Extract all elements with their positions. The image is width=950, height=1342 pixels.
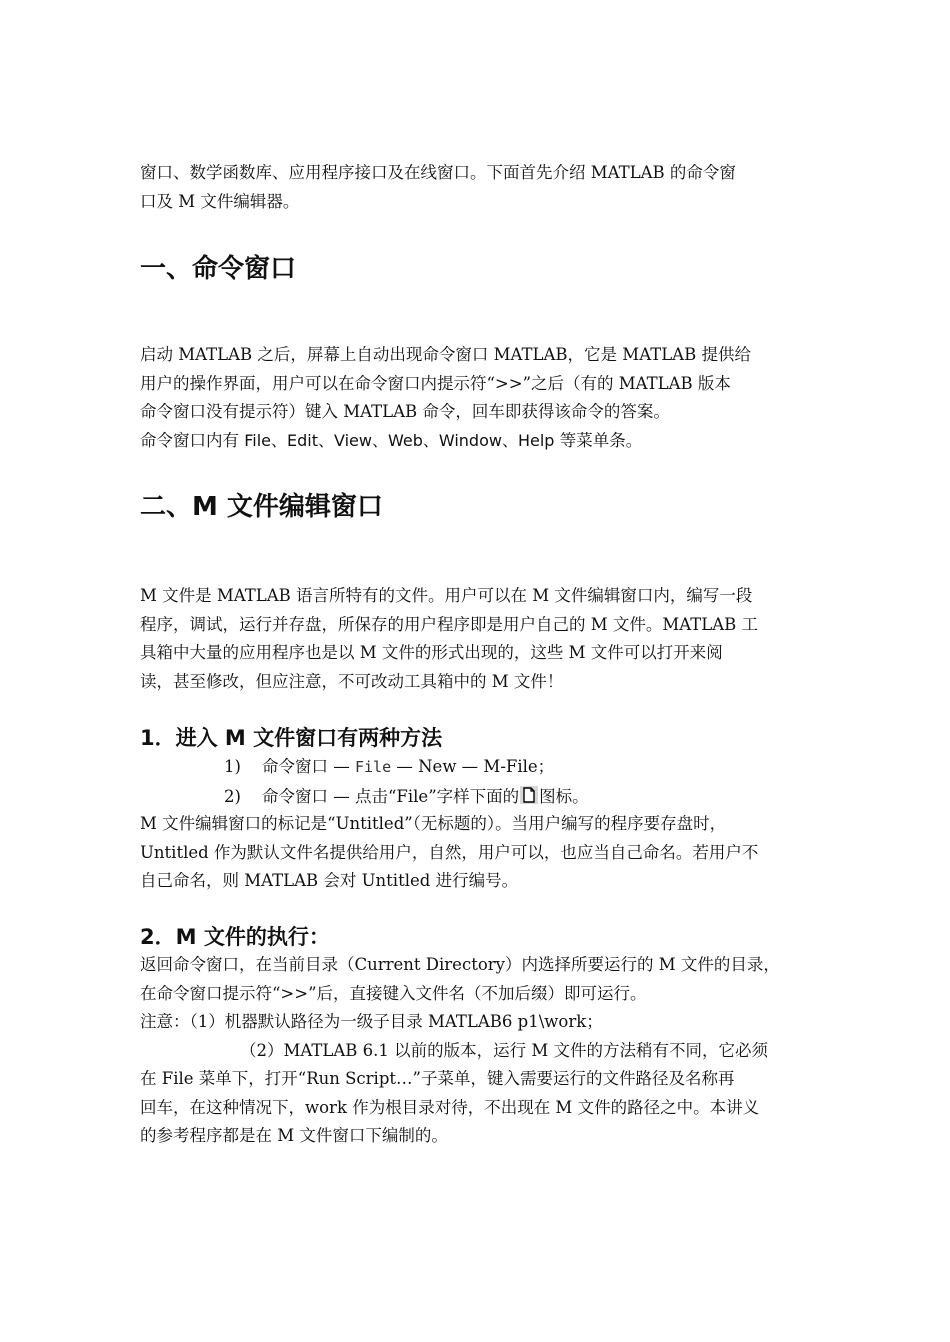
- section-heading-m-file-editor: 二、M 文件编辑窗口: [140, 492, 383, 522]
- list-item-method-2: [224, 783, 589, 811]
- text-line: 启动 MATLAB 之后，屏幕上自动出现命令窗口 MATLAB，它是 MATLAB 提供给: [140, 345, 751, 364]
- text-line: M 文件编辑窗口的标记是“Untitled”（无标题的）。当用户编写的程序要存盘时，: [140, 814, 727, 833]
- execute-paragraph: [140, 951, 816, 1151]
- text-line: 命令窗口没有提示符）键入 MATLAB 命令，回车即获得该命令的答案。: [140, 402, 670, 421]
- list-text: 命令窗口 —: [262, 757, 355, 776]
- new-file-icon: [520, 785, 538, 803]
- menu-list-line: [140, 427, 816, 456]
- subheading-execute-m-file: 2．M 文件的执行：: [140, 925, 330, 949]
- text-line: 程序，调试，运行并存盘，所保存的用户程序即是用户自己的 M 文件。MATLAB 工: [140, 614, 759, 634]
- note-2-first-line: （2）MATLAB 6.1 以前的版本，运行 M 文件的方法稍有不同，它必须: [240, 1040, 769, 1060]
- text-line: 返回命令窗口，在当前目录（Current Directory）内选择所要运行的 M 文件的目录，: [140, 955, 780, 974]
- menu-line-prefix: 命令窗口内有: [140, 430, 239, 450]
- text-line: 口及 M 文件编辑器。: [140, 191, 300, 211]
- menu-names: File、Edit、View、Web、Window、Help: [244, 430, 555, 450]
- list-text: 图标。: [539, 787, 589, 806]
- text-line: Untitled 作为默认文件名提供给用户，自然，用户可以，也应当自己命名。若用户不: [140, 842, 759, 862]
- text-line: 回车，在这种情况下，work 作为根目录对待，不出现在 M 文件的路径之中。本讲义: [140, 1097, 760, 1117]
- text-line: 自己命名，则 MATLAB 会对 Untitled 进行编号。: [140, 871, 519, 890]
- text-line: 在 File 菜单下，打开“Run Script…”子菜单，键入需要运行的文件路径及名称再: [140, 1069, 735, 1088]
- command-window-paragraph: [140, 341, 816, 455]
- text-line: 读，甚至修改，但应注意，不可改动工具箱中的 M 文件！: [140, 671, 564, 691]
- text-line: 用户的操作界面，用户可以在命令窗口内提示符“>>”之后（有的 MATLAB 版本: [140, 373, 731, 393]
- intro-paragraph: [140, 159, 816, 216]
- list-text: — New — M-File；: [391, 757, 555, 776]
- list-text: 命令窗口 — 点击“File”字样下面的: [262, 787, 520, 806]
- menu-line-suffix: 等菜单条。: [559, 430, 643, 450]
- text-line: M 文件是 MATLAB 语言所特有的文件。用户可以在 M 文件编辑窗口内，编写一段: [140, 586, 753, 605]
- section-heading-command-window: 一、命令窗口: [140, 254, 297, 284]
- m-file-paragraph: [140, 582, 816, 696]
- text-line: 的参考程序都是在 M 文件窗口下编制的。: [140, 1126, 448, 1145]
- text-line: 具箱中大量的应用程序也是以 M 文件的形式出现的，这些 M 文件可以打开来阅: [140, 643, 723, 662]
- menu-file-code: File: [355, 758, 392, 776]
- note-1-line: 注意：（1）机器默认路径为一级子目录 MATLAB6 p1\work；: [140, 1012, 603, 1031]
- untitled-paragraph: [140, 810, 816, 896]
- text-line: 在命令窗口提示符“>>”后，直接键入文件名（不加后缀）即可运行。: [140, 983, 647, 1003]
- subheading-open-m-file: 1．进入 M 文件窗口有两种方法: [140, 726, 443, 750]
- list-number: 1): [224, 757, 241, 776]
- list-item-method-1: [224, 753, 554, 781]
- text-line: 窗口、数学函数库、应用程序接口及在线窗口。下面首先介绍 MATLAB 的命令窗: [140, 163, 736, 182]
- list-number: 2): [224, 787, 241, 806]
